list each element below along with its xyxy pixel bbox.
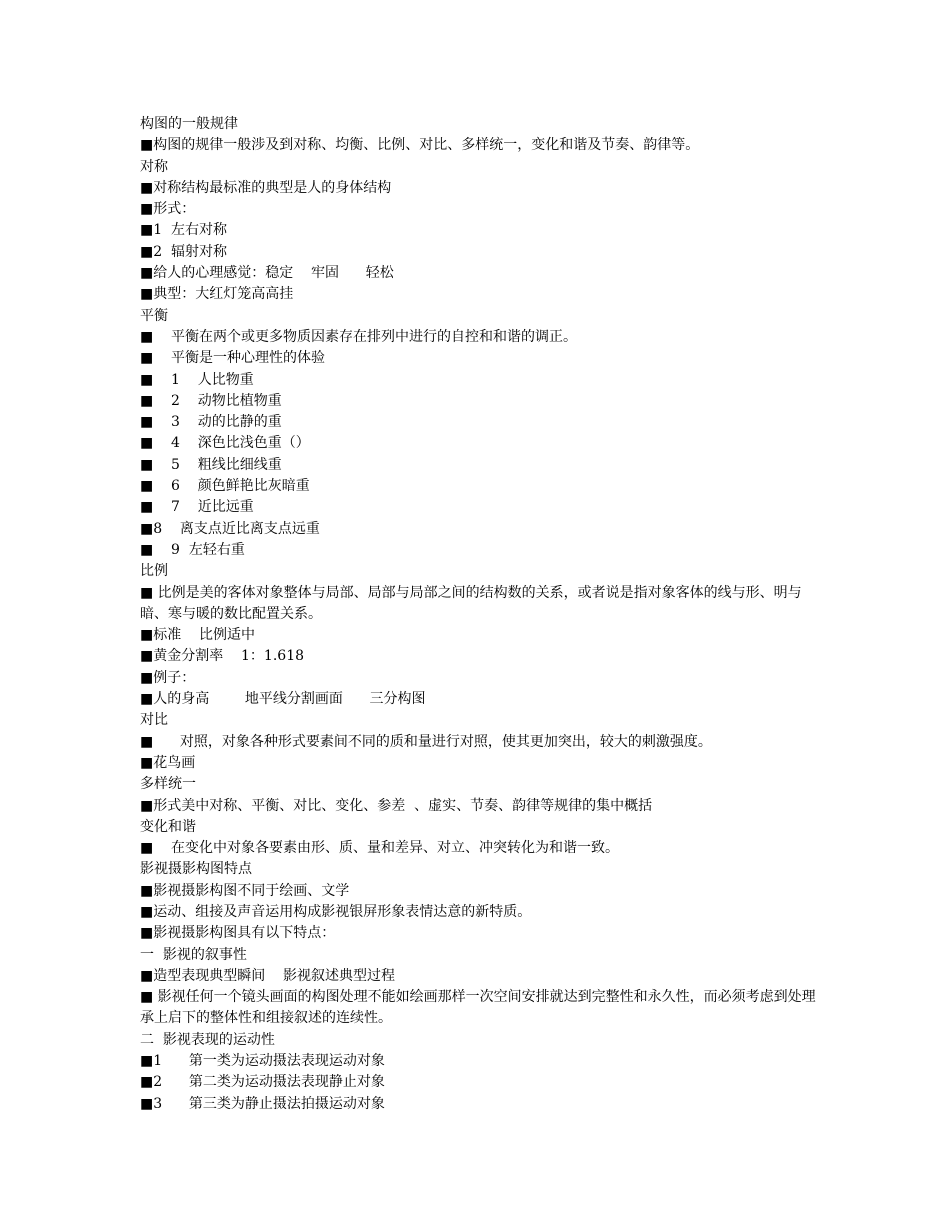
bullet-line: ■影视摄影构图具有以下特点： [140, 925, 336, 942]
bullet-line: ■形式美中对称、平衡、对比、变化、参差 、虚实、节奏、韵律等规律的集中概括 [140, 797, 653, 814]
bullet-line: ■ 5 粗线比细线重 [140, 456, 282, 473]
section-heading: 一 影视的叙事性 [140, 946, 247, 963]
bullet-line: ■ 比例是美的客体对象整体与局部、局部与局部之间的结构数的关系，或者说是指对象客体的线与形、明与暗、寒与暖的数比配置关系。 [140, 584, 802, 622]
bullet-line: ■2 第二类为运动摄法表现静止对象 [140, 1074, 385, 1091]
section-heading: 构图的一般规律 [140, 116, 238, 132]
bullet-line: ■给人的心理感觉：稳定 牢固 轻松 [140, 265, 394, 282]
document-body [140, 114, 820, 1115]
section-heading: 影视摄影构图特点 [140, 861, 252, 878]
bullet-line: ■ 1 人比物重 [140, 371, 254, 388]
bullet-line: ■例子： [140, 669, 196, 686]
bullet-line: ■ 3 动的比静的重 [140, 414, 282, 431]
bullet-line: ■典型：大红灯笼高高挂 [140, 286, 294, 303]
bullet-line: ■2 辐射对称 [140, 243, 228, 260]
bullet-line: ■ 4 深色比浅色重（） [140, 435, 310, 452]
bullet-line: ■ 平衡在两个或更多物质因素存在排列中进行的自控和和谐的调正。 [140, 328, 578, 345]
bullet-line: ■黄金分割率 1：1.618 [140, 648, 305, 665]
bullet-line: ■构图的规律一般涉及到对称、均衡、比例、对比、多样统一，变化和谐及节奏、韵律等。 [140, 137, 700, 154]
section-heading: 对称 [140, 158, 168, 175]
section-heading: 平衡 [140, 307, 168, 324]
bullet-line: ■3 第三类为静止摄法拍摄运动对象 [140, 1095, 385, 1112]
bullet-line: ■ 影视任何一个镜头画面的构图处理不能如绘画那样一次空间安排就达到完整性和永久性，而必须考虑到处理承上启下的整体性和组接叙述的连续性。 [140, 989, 816, 1027]
bullet-line: ■ 2 动物比植物重 [140, 392, 282, 409]
section-heading: 对比 [140, 712, 168, 729]
bullet-line: ■1 第一类为运动摄法表现运动对象 [140, 1053, 385, 1070]
bullet-line: ■造型表现典型瞬间 影视叙述典型过程 [140, 967, 396, 984]
bullet-line: ■ 7 近比远重 [140, 499, 254, 516]
bullet-line: ■ 6 颜色鲜艳比灰暗重 [140, 478, 310, 495]
bullet-line: ■1 左右对称 [140, 222, 228, 239]
bullet-line: ■运动、组接及声音运用构成影视银屏形象表情达意的新特质。 [140, 903, 532, 920]
bullet-line: ■标准 比例适中 [140, 627, 256, 644]
bullet-line: ■对称结构最标准的典型是人的身体结构 [140, 179, 392, 196]
bullet-line: ■ 平衡是一种心理性的体验 [140, 350, 326, 367]
bullet-line: ■ 对照，对象各种形式要素间不同的质和量进行对照，使其更加突出，较大的刺激强度。 [140, 733, 712, 750]
section-heading: 二 影视表现的运动性 [140, 1031, 275, 1048]
bullet-line: ■人的身高 地平线分割画面 三分构图 [140, 691, 426, 708]
section-heading: 比例 [140, 563, 168, 580]
section-heading: 多样统一 [140, 776, 196, 793]
bullet-line: ■ 9 左轻右重 [140, 541, 245, 558]
bullet-line: ■花鸟画 [140, 754, 196, 771]
bullet-line: ■形式： [140, 201, 196, 218]
bullet-line: ■ 在变化中对象各要素由形、质、量和差异、对立、冲突转化为和谐一致。 [140, 840, 620, 857]
bullet-line: ■影视摄影构图不同于绘画、文学 [140, 882, 350, 899]
bullet-line: ■8 离支点近比离支点远重 [140, 520, 320, 537]
section-heading: 变化和谐 [140, 818, 196, 835]
